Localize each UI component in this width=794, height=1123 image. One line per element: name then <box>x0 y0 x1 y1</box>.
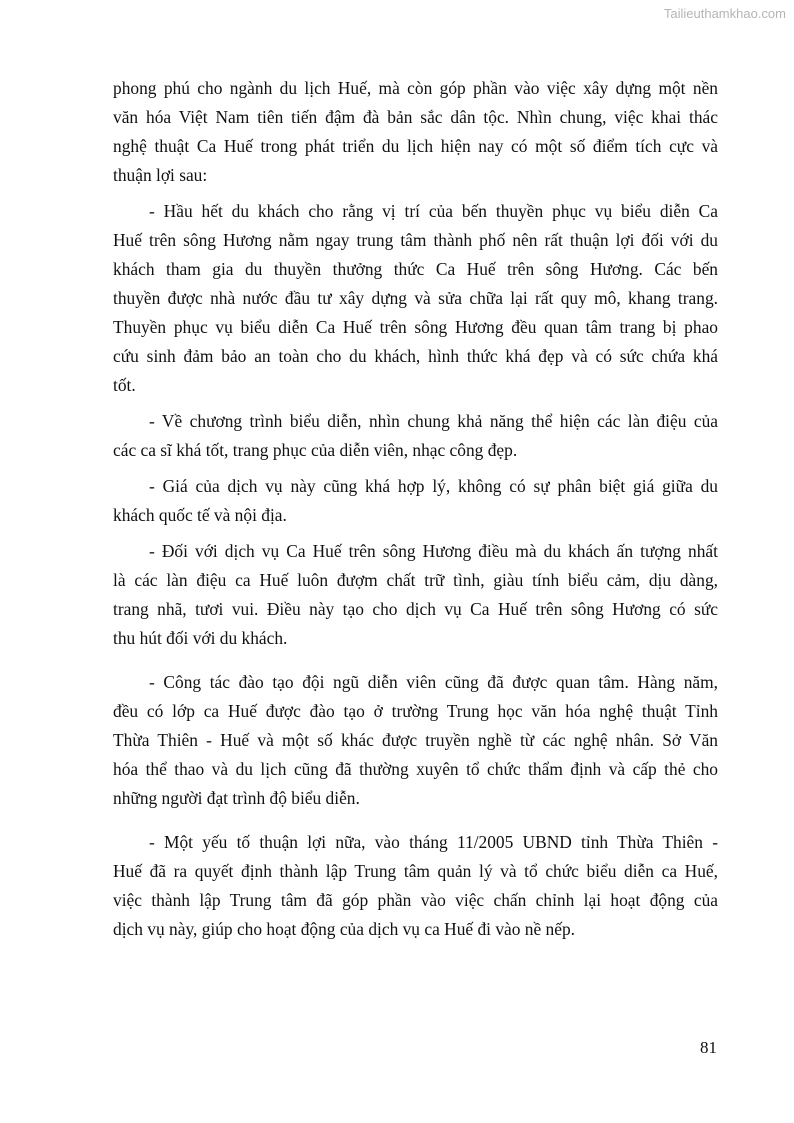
paragraph-gap <box>113 400 718 407</box>
text-line: khách quốc tế và nội địa. <box>113 505 287 525</box>
text-line: việc thành lập Trung tâm đã góp phần vào việc chấn chỉnh lại hoạt động của <box>113 890 718 910</box>
text-line: trang nhã, tươi vui. Điều này tạo cho dịch vụ Ca Huế trên sông Hương có sức <box>113 599 718 619</box>
text-line: thuận lợi sau: <box>113 165 208 185</box>
page-number: 81 <box>700 1038 717 1057</box>
watermark: Tailieuthamkhao.com <box>663 6 786 21</box>
text-line: thuyền được nhà nước đầu tư xây dựng và sửa chữa lại rất quy mô, khang trang. <box>113 288 718 308</box>
paragraph <box>113 74 718 190</box>
text-line: - Một yếu tố thuận lợi nữa, vào tháng 11/2005 UBND tỉnh Thừa Thiên - <box>149 832 718 852</box>
document-body <box>113 74 718 944</box>
text-line: Thuyền phục vụ biểu diễn Ca Huế trên sông Hương đều quan tâm trang bị phao <box>113 317 718 337</box>
text-line: đều có lớp ca Huế được đào tạo ở trường Trung học văn hóa nghệ thuật Tỉnh <box>113 701 718 721</box>
paragraph-gap <box>113 813 718 828</box>
text-line: - Đối với dịch vụ Ca Huế trên sông Hương điều mà du khách ấn tượng nhất <box>149 541 718 561</box>
text-line: - Về chương trình biểu diễn, nhìn chung khả năng thể hiện các làn điệu của <box>149 411 718 431</box>
paragraph-gap <box>113 465 718 472</box>
text-line: văn hóa Việt Nam tiên tiến đậm đà bản sắc dân tộc. Nhìn chung, việc khai thác <box>113 107 718 127</box>
text-line: phong phú cho ngành du lịch Huế, mà còn góp phần vào việc xây dựng một nền <box>113 78 718 98</box>
paragraph-gap <box>113 190 718 197</box>
paragraph <box>113 197 718 400</box>
paragraph-gap <box>113 653 718 668</box>
text-line: nghệ thuật Ca Huế trong phát triển du lịch hiện nay có một số điểm tích cực và <box>113 136 718 156</box>
text-line: - Công tác đào tạo đội ngũ diễn viên cũng đã được quan tâm. Hàng năm, <box>149 672 718 692</box>
text-line: - Giá của dịch vụ này cũng khá hợp lý, không có sự phân biệt giá giữa du <box>149 476 718 496</box>
paragraph <box>113 537 718 653</box>
text-line: Thừa Thiên - Huế và một số khác được truyền nghề từ các nghệ nhân. Sở Văn <box>113 730 718 750</box>
text-line: cứu sinh đảm bảo an toàn cho du khách, hình thức khá đẹp và có sức chứa khá <box>113 346 718 366</box>
text-line: dịch vụ này, giúp cho hoạt động của dịch vụ ca Huế đi vào nề nếp. <box>113 919 576 939</box>
text-line: hóa thể thao và du lịch cũng đã thường xuyên tổ chức thẩm định và cấp thẻ cho <box>113 759 718 779</box>
text-line: những người đạt trình độ biểu diễn. <box>113 788 360 808</box>
text-line: Huế trên sông Hương nằm ngay trung tâm thành phố nên rất thuận lợi đối với du <box>113 230 718 250</box>
text-line: Huế đã ra quyết định thành lập Trung tâm quản lý và tổ chức biểu diễn ca Huế, <box>113 861 718 881</box>
text-line: là các làn điệu ca Huế luôn đượm chất trữ tình, giàu tính biểu cảm, dịu dàng, <box>113 570 718 590</box>
text-line: tốt. <box>113 375 136 395</box>
paragraph <box>113 668 718 813</box>
text-line: các ca sĩ khá tốt, trang phục của diễn viên, nhạc công đẹp. <box>113 440 518 460</box>
text-line: khách tham gia du thuyền thưởng thức Ca Huế trên sông Hương. Các bến <box>113 259 718 279</box>
text-line: thu hút đối với du khách. <box>113 628 288 648</box>
text-line: - Hầu hết du khách cho rằng vị trí của bến thuyền phục vụ biểu diễn Ca <box>149 201 718 221</box>
paragraph <box>113 472 718 530</box>
paragraph <box>113 828 718 944</box>
paragraph <box>113 407 718 465</box>
paragraph-gap <box>113 530 718 537</box>
